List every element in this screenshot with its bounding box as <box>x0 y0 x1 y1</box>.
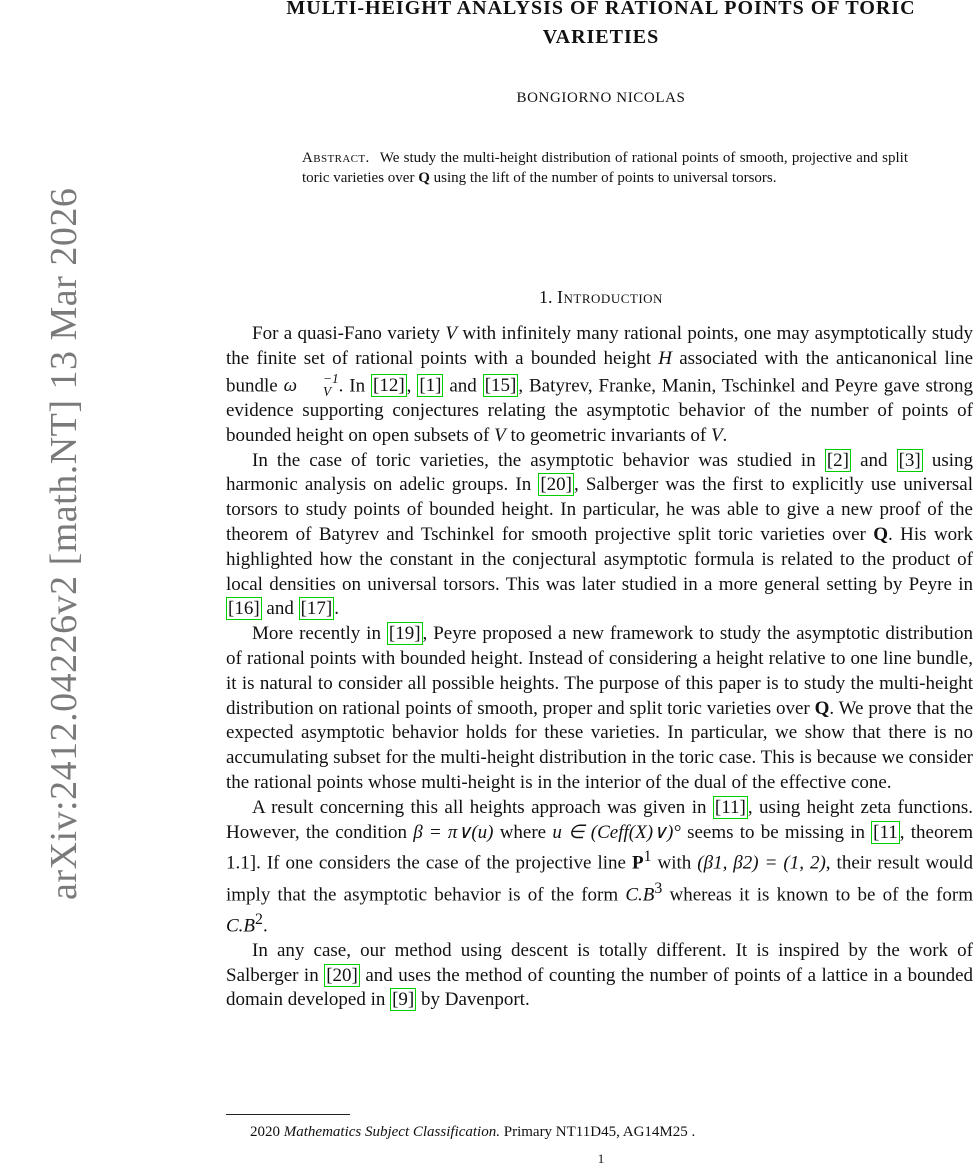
text: , using height zeta functions. However, the condition <box>226 796 973 843</box>
text: and <box>266 598 294 620</box>
text: using harmonic analysis on adelic groups. In <box>226 449 974 496</box>
text: and <box>860 449 888 471</box>
text: whereas it is known to be of the form <box>669 883 973 905</box>
text: , theorem 1.1]. If one considers the case of the projective line <box>226 821 973 874</box>
body-text <box>226 322 973 1013</box>
section-heading <box>226 287 975 308</box>
citation-link[interactable]: [16] <box>228 598 260 620</box>
citation-link[interactable]: [3] <box>898 449 921 471</box>
omega-sup: −1 <box>323 370 339 386</box>
paragraph-4 <box>226 796 973 939</box>
text: and <box>449 375 477 397</box>
omega-sub: V <box>323 383 332 399</box>
math-v: V <box>445 323 457 344</box>
text: , Batyrev, Franke, Manin, Tschinkel and Peyre gave strong evidence supporting conjectures relating the asymptotic behavior of the number of points of bounded height on open subsets of <box>226 375 974 446</box>
text: . <box>722 424 728 446</box>
paragraph-2 <box>226 449 973 623</box>
text: . His work highlighted how the constant in the conjectural asymptotic formula is related to the product of local densities on universal torsors. This was later studied in a more general setting by Peyre in <box>226 524 973 595</box>
text: with <box>657 852 692 874</box>
text: , Salberger was the first to explicitly use universal torsors to study points of bounded height. In particular, he was able to give a new proof of the theorem of Batyrev and Tschinkel for smooth projective split toric varieties over <box>226 474 973 546</box>
math-p: P <box>631 852 644 874</box>
math-cb: C.B <box>226 914 256 936</box>
footnote-msc: Mathematics Subject Classification. <box>283 1124 500 1140</box>
citation-link[interactable]: [2] <box>826 449 849 471</box>
footnote-year: 2020 <box>250 1124 280 1140</box>
math-q: Q <box>873 524 889 546</box>
text: In the case of toric varieties, the asymptotic behavior was studied in <box>252 449 816 471</box>
arxiv-stamp <box>2 0 85 1165</box>
paragraph-1 <box>226 322 973 449</box>
footnote <box>250 1124 970 1141</box>
math-pair: (β1, β2) = (1, 2) <box>697 852 826 874</box>
citation-link[interactable]: [1] <box>419 375 442 397</box>
text: . In <box>338 375 366 397</box>
math-condition: β = π∨(u) <box>413 821 494 843</box>
text: , Peyre proposed a new framework to study the asymptotic distribution of rational points with bounded height. Instead of considering a height relative to one line bundle, it is natural to consider all possible heights. The purpose of this paper is to study the multi-height distribution on rational points of smooth, proper and split toric varieties over <box>226 623 973 719</box>
text: where <box>499 821 547 843</box>
citation-link[interactable]: [15] <box>484 375 517 397</box>
citation-link[interactable]: [19] <box>388 623 421 645</box>
arxiv-stamp-text: arXiv:2412.04226v2 [math.NT] 13 Mar 2026 <box>43 187 85 900</box>
page-number: 1 <box>597 1151 605 1166</box>
text: and uses the method of counting the number of points of a lattice in a bounded domain developed in <box>226 964 974 1011</box>
paragraph-5 <box>226 939 973 1013</box>
text: associated with the anticanonical line bundle <box>226 347 974 397</box>
abstract-label: Abstract. <box>302 150 370 166</box>
math-omega <box>283 370 339 399</box>
citation-link[interactable]: [17] <box>300 598 333 620</box>
text: by Davenport. <box>421 989 530 1011</box>
text: . We prove that the expected asymptotic behavior holds for these varieties. In particular, we show that there is no accumulating subset for the multi-height distribution in the toric case. This is because we consider the rational points whose multi-height is in the interior of the dual of the effective cone. <box>226 697 974 793</box>
citation-link[interactable]: [20] <box>540 474 572 496</box>
math-exp: 2 <box>255 910 263 928</box>
text: with infinitely many rational points, one may asymptotically study the finite set of rational points with a bounded height <box>226 323 974 369</box>
math-exp: 3 <box>654 879 663 897</box>
text: , their result would imply that the asymptotic behavior is of the form <box>226 852 974 905</box>
footnote-classes: Primary NT11D45, AG14M25 . <box>503 1124 696 1140</box>
math-v: V <box>494 424 506 446</box>
section-number: 1. <box>539 287 553 307</box>
math-cb: C.B <box>625 883 655 905</box>
text: For a quasi-Fano variety <box>252 323 441 344</box>
text: In any case, our method using descent is totally different. It is inspired by the work of Salberger in <box>226 939 973 986</box>
citation-link[interactable]: [9] <box>392 989 415 1011</box>
text: . <box>262 914 268 936</box>
title-line-1: MULTI-HEIGHT ANALYSIS OF RATIONAL POINTS OF TORIC <box>286 0 916 19</box>
section-title: Introduction <box>557 287 663 307</box>
text: to geometric invariants of <box>510 424 707 446</box>
text: A result concerning this all heights approach was given in <box>252 796 707 818</box>
abstract-q: Q <box>418 170 430 186</box>
math-membership: u ∈ (Ceff(X)∨)° <box>552 821 681 843</box>
math-h: H <box>658 347 672 369</box>
omega-symbol: ω <box>283 375 298 397</box>
math-p-sup: 1 <box>643 848 652 866</box>
math-q: Q <box>814 697 830 719</box>
abstract-text: We study the multi-height distribution of rational points of smooth, projective and split toric varieties over <box>302 150 908 186</box>
abstract-text-end: using the lift of the number of points to universal torsors. <box>433 170 777 186</box>
paper-title <box>226 0 975 52</box>
text: seems to be missing in <box>687 821 865 843</box>
author-name: BONGIORNO NICOLAS <box>516 90 686 106</box>
citation-link[interactable]: [11 <box>873 821 898 843</box>
citation-link[interactable]: [20] <box>326 964 358 986</box>
text: , <box>406 375 412 397</box>
paragraph-3 <box>226 622 973 796</box>
text: More recently in <box>252 623 381 645</box>
citation-link[interactable]: [12] <box>373 375 405 397</box>
title-line-2: VARIETIES <box>542 26 660 48</box>
math-v: V <box>710 424 723 446</box>
abstract <box>302 148 908 188</box>
citation-link[interactable]: [11] <box>714 796 746 818</box>
text: . <box>334 598 339 620</box>
footnote-rule <box>226 1114 350 1115</box>
